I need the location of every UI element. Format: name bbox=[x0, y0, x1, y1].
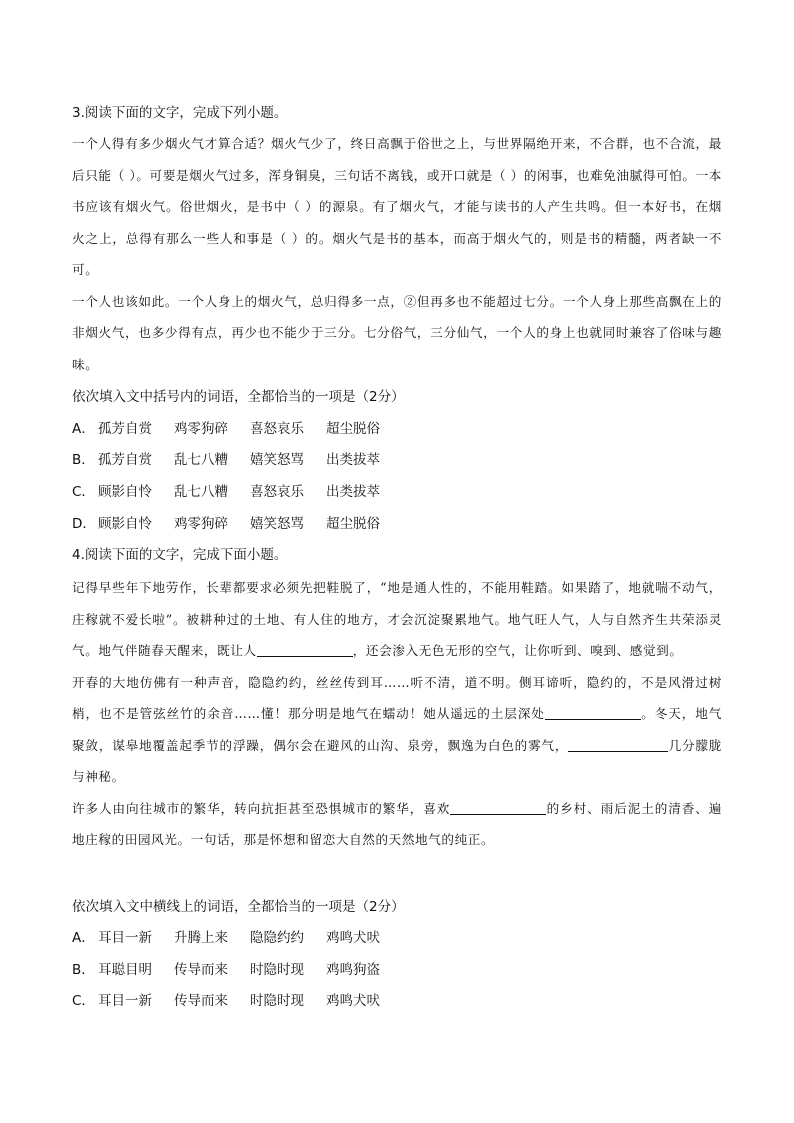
option-word: 顾影自怜 bbox=[98, 516, 152, 532]
option-word: 鸡鸣犬吠 bbox=[326, 993, 380, 1009]
option-word: 喜怒哀乐 bbox=[250, 484, 304, 500]
option-letter: B． bbox=[72, 452, 95, 468]
fill-blank bbox=[568, 737, 668, 752]
option-word: 耳目一新 bbox=[98, 993, 152, 1009]
option-letter: A． bbox=[72, 421, 95, 437]
question-4-paragraph-3 bbox=[72, 793, 722, 856]
question-3-title: 3.阅读下面的文字，完成下列小题。 bbox=[72, 105, 288, 121]
question-3-passage bbox=[72, 128, 722, 380]
question-4-title: 4.阅读下面的文字，完成下面小题。 bbox=[72, 547, 288, 563]
question-4-paragraph-1 bbox=[72, 572, 722, 667]
option-word: 孤芳自赏 bbox=[98, 421, 152, 437]
option-letter: B． bbox=[72, 962, 95, 978]
paragraph-text: 记得早些年下地劳作，长辈都要求必须先把鞋脱了，“地是通人性的，不能用鞋踏。如果踏了，地就喘不动气，庄稼就不爱长啦”。被耕种过的土地、有人住的地方，才会沉淀聚累地气。地气旺人气，人与自然齐生共荣添灵气。地气伴随春天醒来，既让人 bbox=[72, 580, 722, 658]
option-word: 嬉笑怒骂 bbox=[250, 452, 304, 468]
question-3-option-c bbox=[72, 482, 722, 502]
option-word: 鸡鸣犬吠 bbox=[326, 930, 380, 946]
paragraph-text: 开春的大地仿佛有一种声音，隐隐约约，丝丝传到耳……听不清，道不明。侧耳谛听，隐约的，不是风滑过树梢，也不是管弦丝竹的余音……懂！那分明是地气在蠕动！她从遥远的土层深处 bbox=[72, 674, 722, 721]
paragraph-text: ，还会渗入无色无形的空气，让你听到、嗅到、感觉到。 bbox=[352, 643, 683, 658]
question-4-passage bbox=[72, 572, 722, 856]
option-word: 耳聪目明 bbox=[98, 962, 152, 978]
fill-blank bbox=[450, 800, 546, 815]
question-3-prompt: 依次填入文中括号内的词语，全都恰当的一项是（2分） bbox=[72, 389, 405, 405]
question-4-option-a bbox=[72, 928, 722, 948]
option-word: 传导而来 bbox=[174, 962, 228, 978]
question-4-option-c bbox=[72, 991, 722, 1011]
option-letter: C． bbox=[72, 993, 95, 1009]
paragraph-text: 。冬天，地气聚敛，谋皋地覆盖起季节的浮躁，偶尔会在避风的山沟、泉旁，飘逸为白色的雾气， bbox=[72, 706, 722, 753]
paragraph-text: 许多人由向往城市的繁华，转向抗拒甚至恐惧城市的繁华，喜欢 bbox=[72, 800, 451, 816]
option-word: 超尘脱俗 bbox=[326, 421, 380, 437]
option-word: 升腾上来 bbox=[174, 930, 228, 946]
question-3-option-b bbox=[72, 450, 722, 470]
option-word: 隐隐约约 bbox=[250, 930, 304, 946]
option-word: 传导而来 bbox=[174, 993, 228, 1009]
question-4-paragraph-2 bbox=[72, 667, 722, 793]
option-word: 鸡零狗碎 bbox=[174, 421, 228, 437]
option-word: 超尘脱俗 bbox=[326, 516, 380, 532]
option-letter: C． bbox=[72, 484, 95, 500]
option-word: 出类拔萃 bbox=[326, 452, 380, 468]
option-word: 喜怒哀乐 bbox=[250, 421, 304, 437]
option-word: 出类拔萃 bbox=[326, 484, 380, 500]
question-4-option-b bbox=[72, 960, 722, 980]
fill-blank bbox=[545, 705, 641, 720]
option-word: 顾影自怜 bbox=[98, 484, 152, 500]
option-word: 时隐时现 bbox=[250, 993, 304, 1009]
question-4-prompt: 依次填入文中横线上的词语，全都恰当的一项是（2分） bbox=[72, 899, 405, 915]
option-word: 乱七八糟 bbox=[174, 484, 228, 500]
paragraph-text: 几分朦胧与神秘。 bbox=[72, 737, 723, 784]
option-word: 时隐时现 bbox=[250, 962, 304, 978]
fill-blank bbox=[257, 642, 353, 657]
option-letter: A． bbox=[72, 930, 95, 946]
option-word: 鸡鸣狗盗 bbox=[326, 962, 380, 978]
option-word: 鸡零狗碎 bbox=[174, 516, 228, 532]
question-3-paragraph-2: 一个人也该如此。一个人身上的烟火气，总归得多一点，②但再多也不能超过七分。一个人身上那些高飘在上的非烟火气，也多少得有点，再少也不能少于三分。七分俗气，三分仙气，一个人的身上也就同时兼容了俗味与趣味。 bbox=[72, 293, 722, 372]
paragraph-text: 的乡村、雨后泥土的清香、遍地庄稼的田园风光。一句话，那是怀想和留恋大自然的天然地气的纯正。 bbox=[72, 800, 722, 847]
question-3-option-a bbox=[72, 419, 722, 439]
option-word: 耳目一新 bbox=[98, 930, 152, 946]
option-letter: D． bbox=[72, 516, 96, 532]
question-3-option-d bbox=[72, 514, 722, 534]
option-word: 孤芳自赏 bbox=[98, 452, 152, 468]
question-3-paragraph-1: 一个人得有多少烟火气才算合适？烟火气少了，终日高飘于俗世之上，与世界隔绝开来，不合群，也不合流，最后只能（ ）。可要是烟火气过多，浑身铜臭，三句话不离钱，或开口就是（ ）的闲事，也难免油腻得可怕。一本书应该有烟火气。俗世烟火，是书中（ ）的源泉。有了烟火气，才能与读书的人产生共鸣。但一本好书，在烟火之上，总得有那么一些人和事是（ ）的。烟火气是书的基本，而高于烟火气的，则是书的精髓，两者缺一不可。 bbox=[72, 136, 722, 277]
option-word: 嬉笑怒骂 bbox=[250, 516, 304, 532]
option-word: 乱七八糟 bbox=[174, 452, 228, 468]
